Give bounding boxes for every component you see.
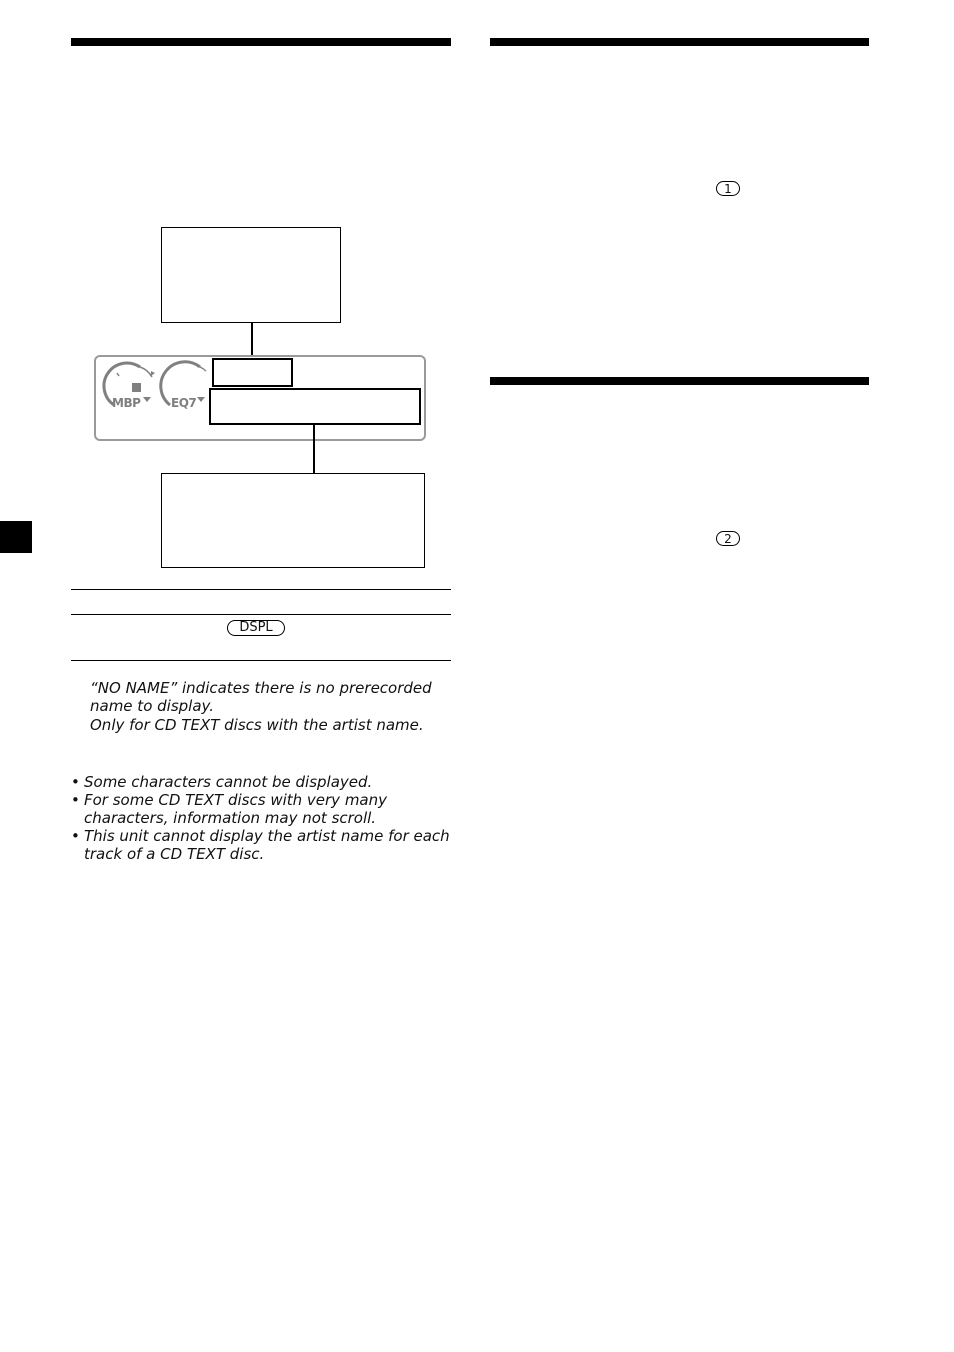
right-top-section-rule [490,38,869,46]
mbp-indicator-label: MBP [112,396,141,410]
left-section-rule [71,38,451,46]
note-text: Some characters cannot be displayed. [84,773,373,791]
bullet-icon: • [71,791,80,809]
eq-indicator-label: EQ7 [171,396,197,410]
mbp-dial-icon [100,359,160,419]
note-text: This unit cannot display the artist name for each [84,827,450,845]
step-1-marker: 1 [716,181,740,196]
lcd-segment-main [209,388,421,425]
note-item [71,791,450,827]
section-thumb-tab [0,521,32,553]
right-middle-section-rule [490,377,869,385]
footnote-line-2: name to display. [90,697,214,715]
lcd-segment-small [212,358,293,387]
note-item [71,827,450,863]
table-rule-header [71,614,451,615]
note-text: characters, information may not scroll. [84,809,377,827]
step-2-marker: 2 [716,531,740,546]
footnote-line-1: “NO NAME” indicates there is no prerecorded [90,679,432,697]
table-rule-top [71,589,451,590]
note-item [71,773,450,791]
diagram-leader-bottom [313,424,315,473]
dspl-button[interactable]: DSPL [227,620,285,636]
lcd-display-panel [94,355,426,441]
bullet-icon: • [71,827,80,845]
note-text: track of a CD TEXT disc. [84,845,265,863]
footnote-line-3: Only for CD TEXT discs with the artist name. [90,716,424,734]
diagram-callout-bottom [161,473,425,568]
diagram-leader-top [251,322,253,358]
notes-list [71,773,450,863]
eq-dial-icon [156,359,216,419]
table-rule-bottom [71,660,451,661]
note-text: For some CD TEXT discs with very many [84,791,388,809]
bullet-icon: • [71,773,80,791]
diagram-callout-top [161,227,341,323]
